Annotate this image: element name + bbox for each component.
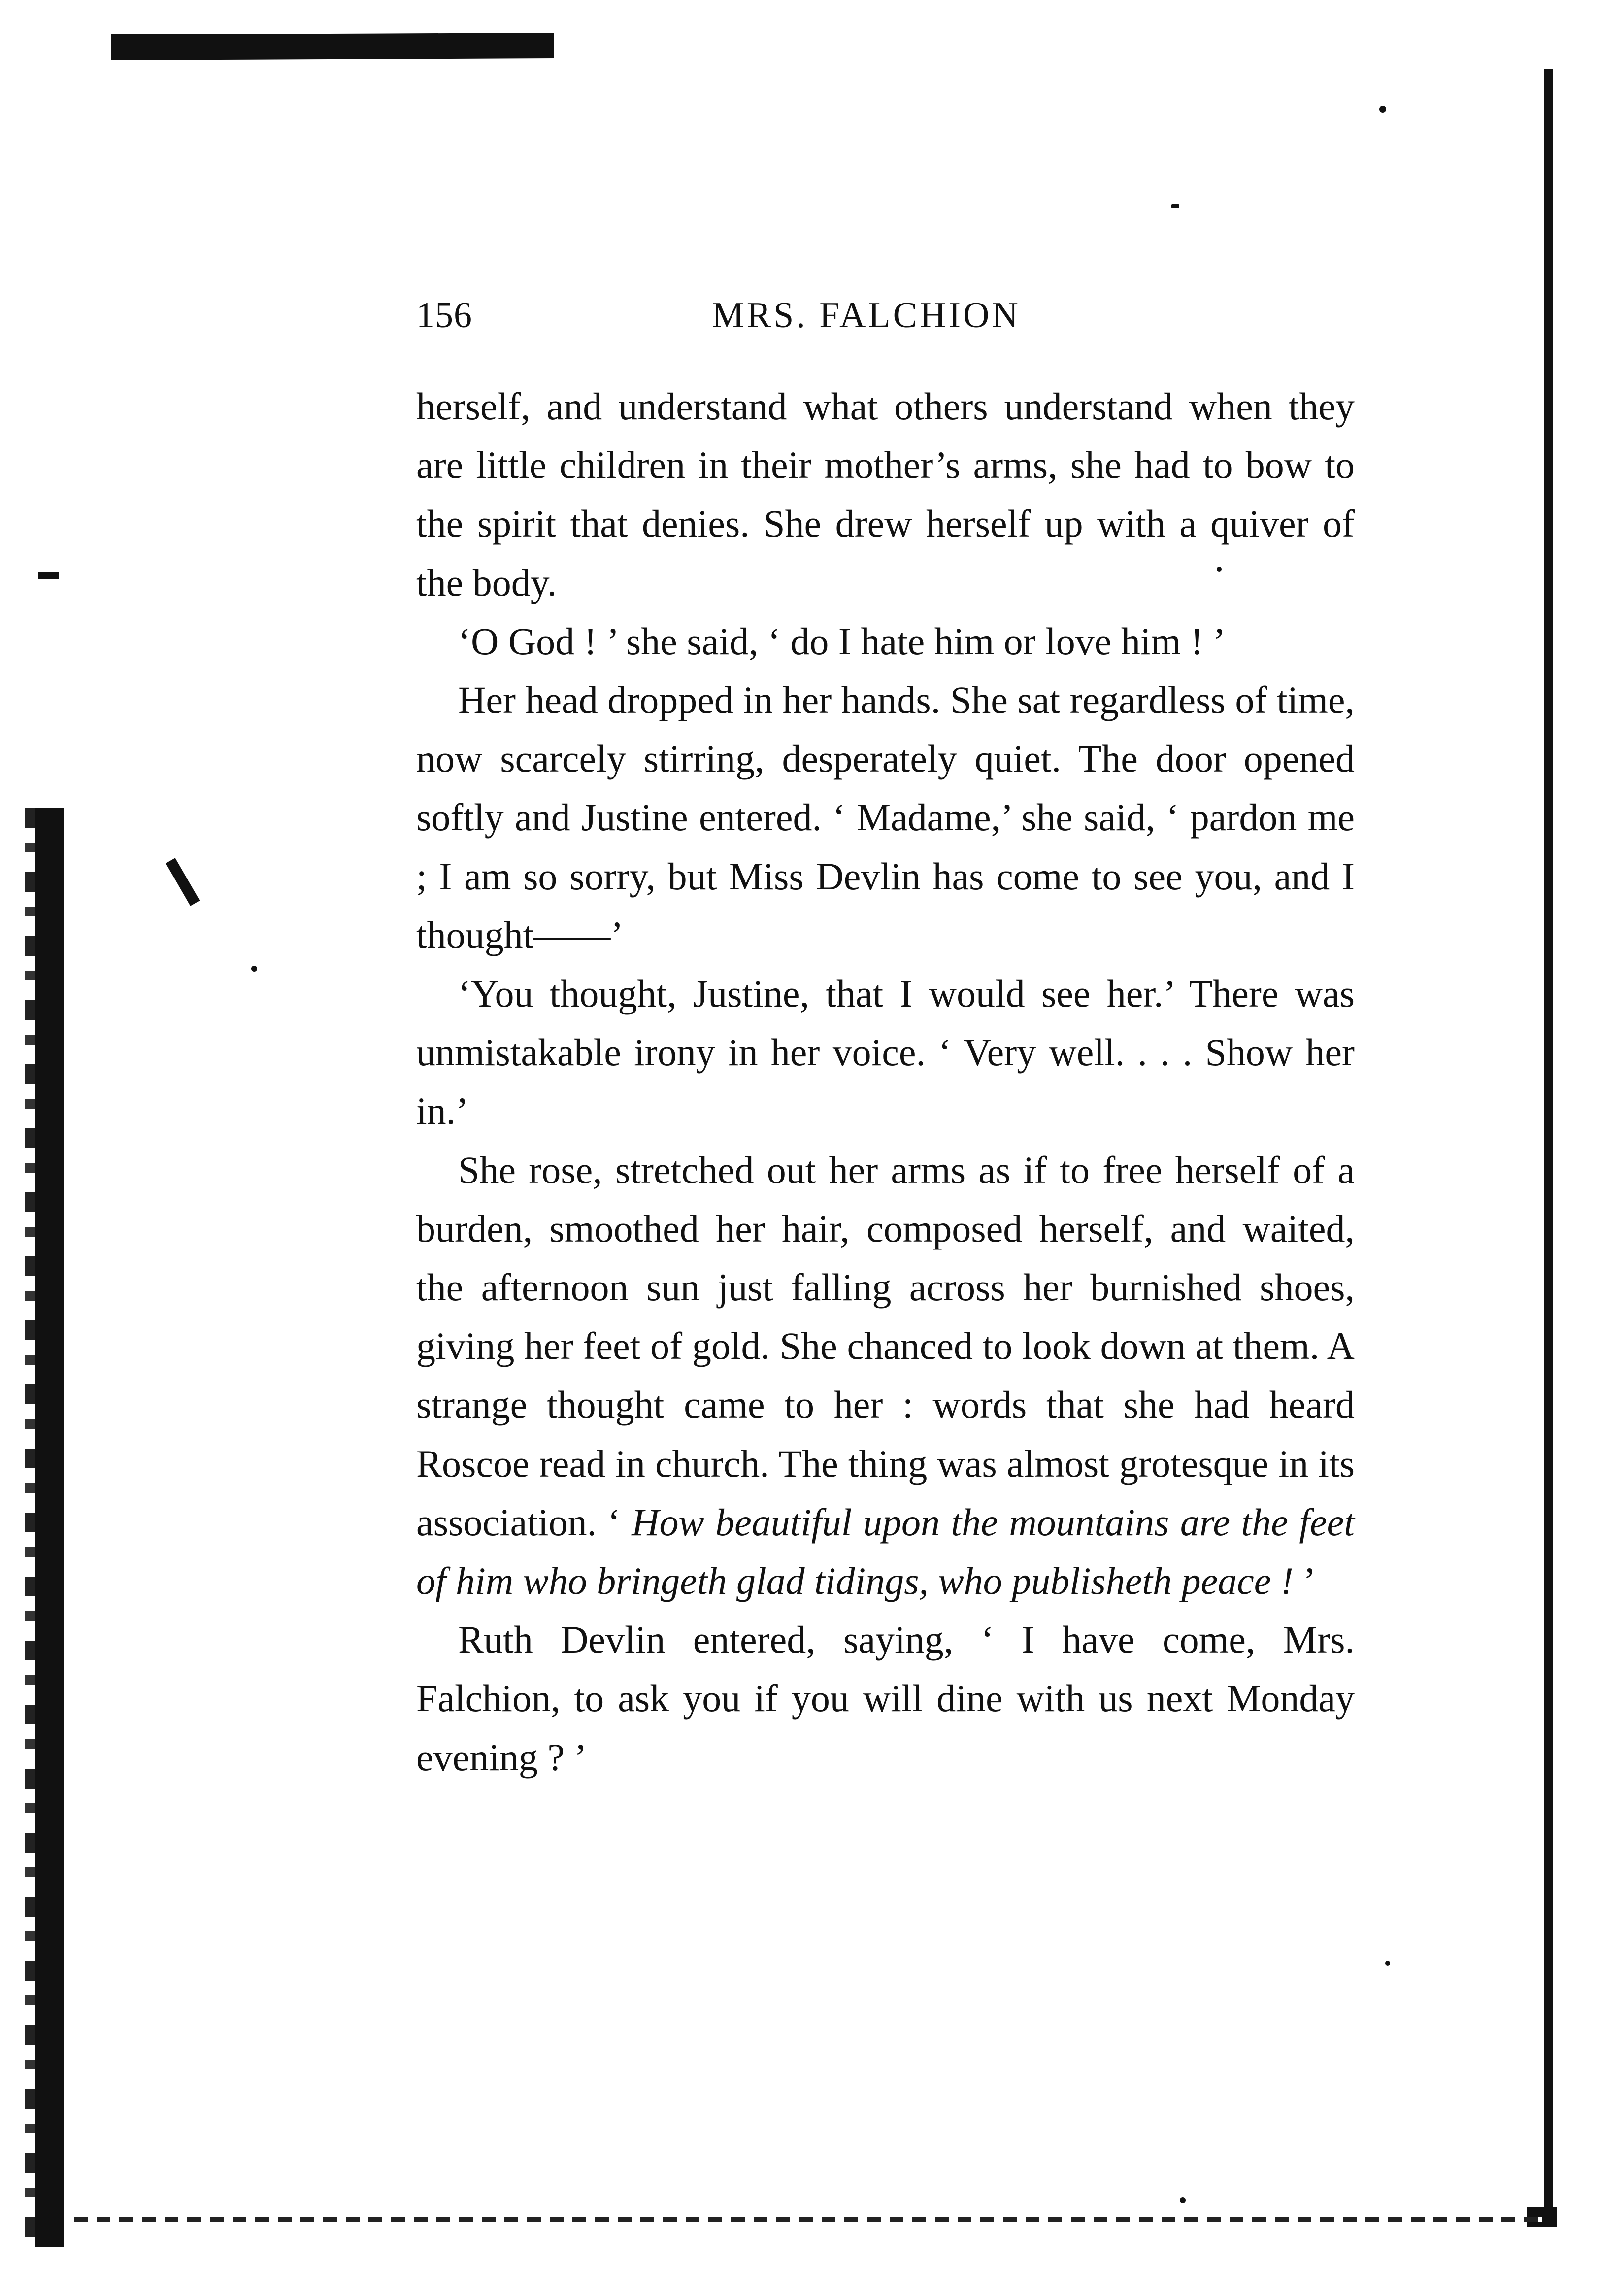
scan-left-gutter-texture (25, 808, 35, 2247)
scan-left-mark (38, 572, 59, 579)
scan-speck (1171, 204, 1179, 208)
scan-speck (1379, 106, 1386, 113)
paragraph-2: ‘O God ! ’ she said, ‘ do I hate him or love him ! ’ (458, 619, 1226, 663)
paragraph-3: Her head dropped in her hands. She sat regardless of time, now scarcely stirring, desperately quiet. The door opened softly and Justine entered. ‘ Madame,’ she said, ‘ pardon me ; I am so sorry, but Miss Devlin has come to see you, and I thought——’ (416, 678, 1355, 956)
paragraph-1: herself, and understand what others understand when they are little children in their mother’s arms, she had to bow to the spirit that denies. She drew herself up with a quiver of the body. (416, 385, 1355, 604)
scan-left-gutter (35, 808, 64, 2247)
paragraph-4: ‘You thought, Justine, that I would see her.’ There was unmistakable irony in her voice. ‘ Very well. . . . Show her in.’ (416, 972, 1355, 1133)
body-text (416, 377, 1355, 1787)
scan-speck (1180, 2197, 1186, 2203)
quote-close-mark: ’ (1293, 1559, 1316, 1603)
page-number: 156 (416, 295, 472, 336)
scan-speck (251, 966, 257, 972)
paragraph-5-text: She rose, stretched out her arms as if to free herself of a burden, smoothed her hair, composed herself, and waited, the afternoon sun just falling across her burnished shoes, giving her feet of gold. She chanced to look down at them. A strange thought came to her : words that she had heard Roscoe read in church. The thing was almost grotesque in its association. (416, 1148, 1355, 1544)
scripture-quote: How beautiful upon the mountains are the feet of him who bringeth glad tidings, who publisheth peace ! (416, 1500, 1355, 1603)
paragraph-5 (416, 1141, 1355, 1611)
scan-speck (1385, 1961, 1390, 1966)
scan-right-edge (1544, 69, 1553, 2217)
paragraph-6: Ruth Devlin entered, saying, ‘ I have come, Mrs. Falchion, to ask you if you will dine with us next Monday evening ? ’ (416, 1618, 1355, 1779)
running-head (416, 295, 1352, 344)
running-title: MRS. FALCHION (712, 295, 1021, 336)
scan-top-bar (111, 33, 554, 60)
scan-slash-mark (166, 858, 200, 906)
quote-open-mark: ‘ (607, 1500, 632, 1544)
scan-bottom-edge (74, 2217, 1542, 2222)
